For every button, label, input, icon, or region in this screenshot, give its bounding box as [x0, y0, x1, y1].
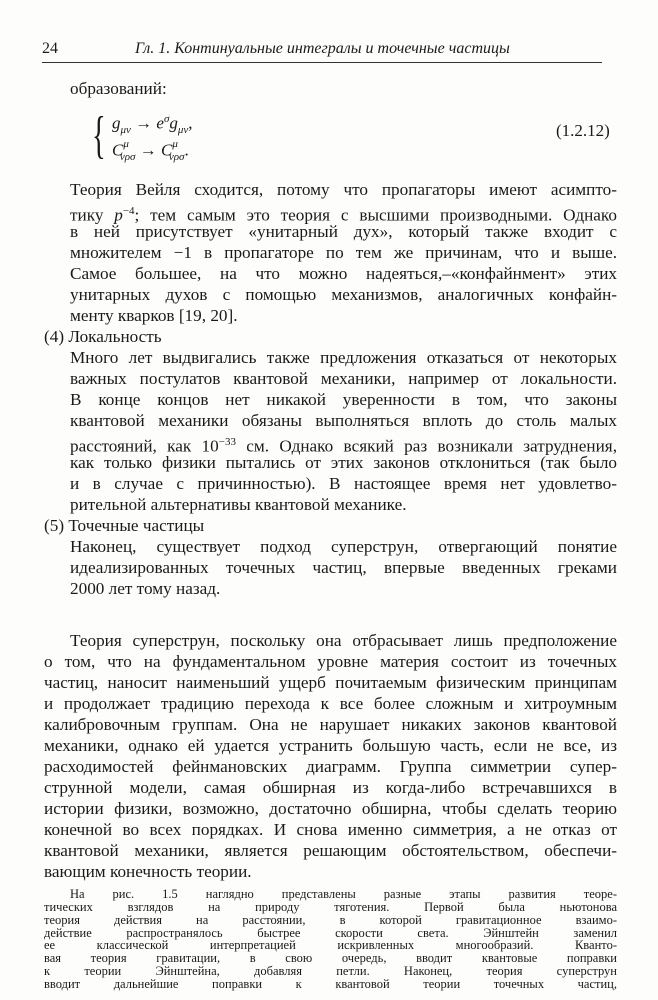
item4-line-5: расстояний, как $10^{-33}$ см. Однако всякий раз возникали затруднения, [70, 436, 617, 456]
superstring-line: Теория суперструн, поскольку она отбрасывает лишь предположение [70, 631, 617, 650]
figure-paragraph-line: На рис. 1.5 наглядно представлены разные этапы развития теоре- [70, 887, 617, 901]
figure-paragraph-line: ее классической интерпретацией искривленных многообразий. Кванто- [44, 938, 617, 953]
superstring-line: конечной во всех порядках. И снова именно симметрия, а не отказ от [44, 820, 617, 839]
figure-paragraph-line: теория действия на расстоянии, в которой гравитационное взаимо- [44, 912, 617, 927]
superstring-line: вающим конечность теории. [44, 862, 252, 881]
item5-line-3: 2000 лет тому назад. [70, 579, 221, 598]
weyl-line-3: в ней присутствует «унитарный дух», который также входит с [70, 222, 617, 241]
figure-paragraph-line: вводит дальнейшие поправки к квантовой теории точечных частиц, [44, 977, 617, 991]
weyl-line-5: Самое большее, на что можно надеяться,–«конфайнмент» этих [70, 264, 617, 283]
weyl-line-6: унитарных духов с помощью механизмов, аналогичных конфайн- [70, 285, 617, 304]
superstring-line: истории физики, возможно, достаточно обширна, чтобы сделать теорию [44, 799, 617, 818]
item4-line-8: рительной альтернативы квантовой механике. [70, 495, 407, 514]
page-number: 24 [42, 40, 58, 57]
superstring-line: и продолжает традицию перехода к все более сложным и хитроумным [44, 694, 617, 713]
weyl-line-2: тику $p^{-4}$; тем самым это теория с высшими производными. Однако [70, 205, 617, 225]
superstring-line: механики, однако ей удается устранить большую часть, если не все, из [44, 736, 617, 755]
item4-line-6: как только физики пытались от этих законов отклониться (так было [70, 453, 617, 472]
equation-number: (1.2.12) [556, 121, 610, 140]
equation-line-2: $C^\mu_{\nu\rho\sigma} \to C^\mu_{\nu\rho\sigma}$. [112, 138, 189, 164]
page-header [42, 40, 602, 63]
item5-line-2: идеализированных точечных частиц, впервые введенных греками [70, 558, 617, 577]
figure-paragraph-line: тических взглядов на природу тяготения. Первой была ньютонова [44, 899, 617, 914]
system-brace: { [92, 107, 106, 164]
weyl-line-4: множителем −1 в пропагаторе по тем же причинам, что и выше. [70, 243, 617, 262]
item4-heading: (4) Локальность [44, 327, 162, 346]
item5-line-1: Наконец, существует подход суперструн, отвергающий понятие [70, 537, 617, 556]
figure-paragraph-line: вая теория гравитации, в свою очередь, вводит квантовые поправки [44, 951, 617, 966]
figure-paragraph-line: действие распространялось быстрее скорости света. Эйнштейн заменил [44, 925, 617, 940]
equation-line-1: $g_{\mu\nu} \to e^\sigma g_{\mu\nu}$, [112, 113, 193, 137]
item4-line-4: квантовой механики обязаны выполняться вплоть до столь малых [70, 411, 617, 430]
figure-paragraph-line: к теории Эйнштейна, добавляя петли. Наконец, теория суперструн [44, 964, 617, 979]
running-title: Гл. 1. Континуальные интегралы и точечные частицы [135, 40, 510, 57]
superstring-line: квантовой механики, является решающим обстоятельством, обеспечи- [44, 841, 617, 860]
item5-heading: (5) Точечные частицы [44, 516, 205, 535]
superstring-line: расходимостей фейнмановских диаграмм. Группа симметрии супер- [44, 757, 617, 776]
intro-line: образований: [70, 79, 167, 98]
weyl-line-1: Теория Вейля сходится, потому что пропагаторы имеют асимпто- [70, 180, 617, 199]
item4-line-3: В конце концов нет никакой уверенности в том, что законы [70, 390, 617, 409]
superstring-line: калибровочным группам. Она не нарушает никаких законов квантовой [44, 715, 617, 734]
superstring-line: струнной модели, самая обширная из когда-либо встречавшихся в [44, 778, 617, 797]
superstring-line: о том, что на фундаментальном уровне материя состоит из точечных [44, 652, 617, 671]
item4-line-2: важных постулатов квантовой механики, например от локальности. [70, 369, 617, 388]
item4-line-7: и в случае с причинностью). В настоящее время нет удовлетво- [70, 474, 617, 493]
weyl-line-7: менту кварков [19, 20]. [70, 306, 238, 325]
item4-line-1: Много лет выдвигались также предложения отказаться от некоторых [70, 348, 617, 367]
superstring-line: частиц, наносит наименьший ущерб почитаемым физическим принципам [44, 673, 617, 692]
